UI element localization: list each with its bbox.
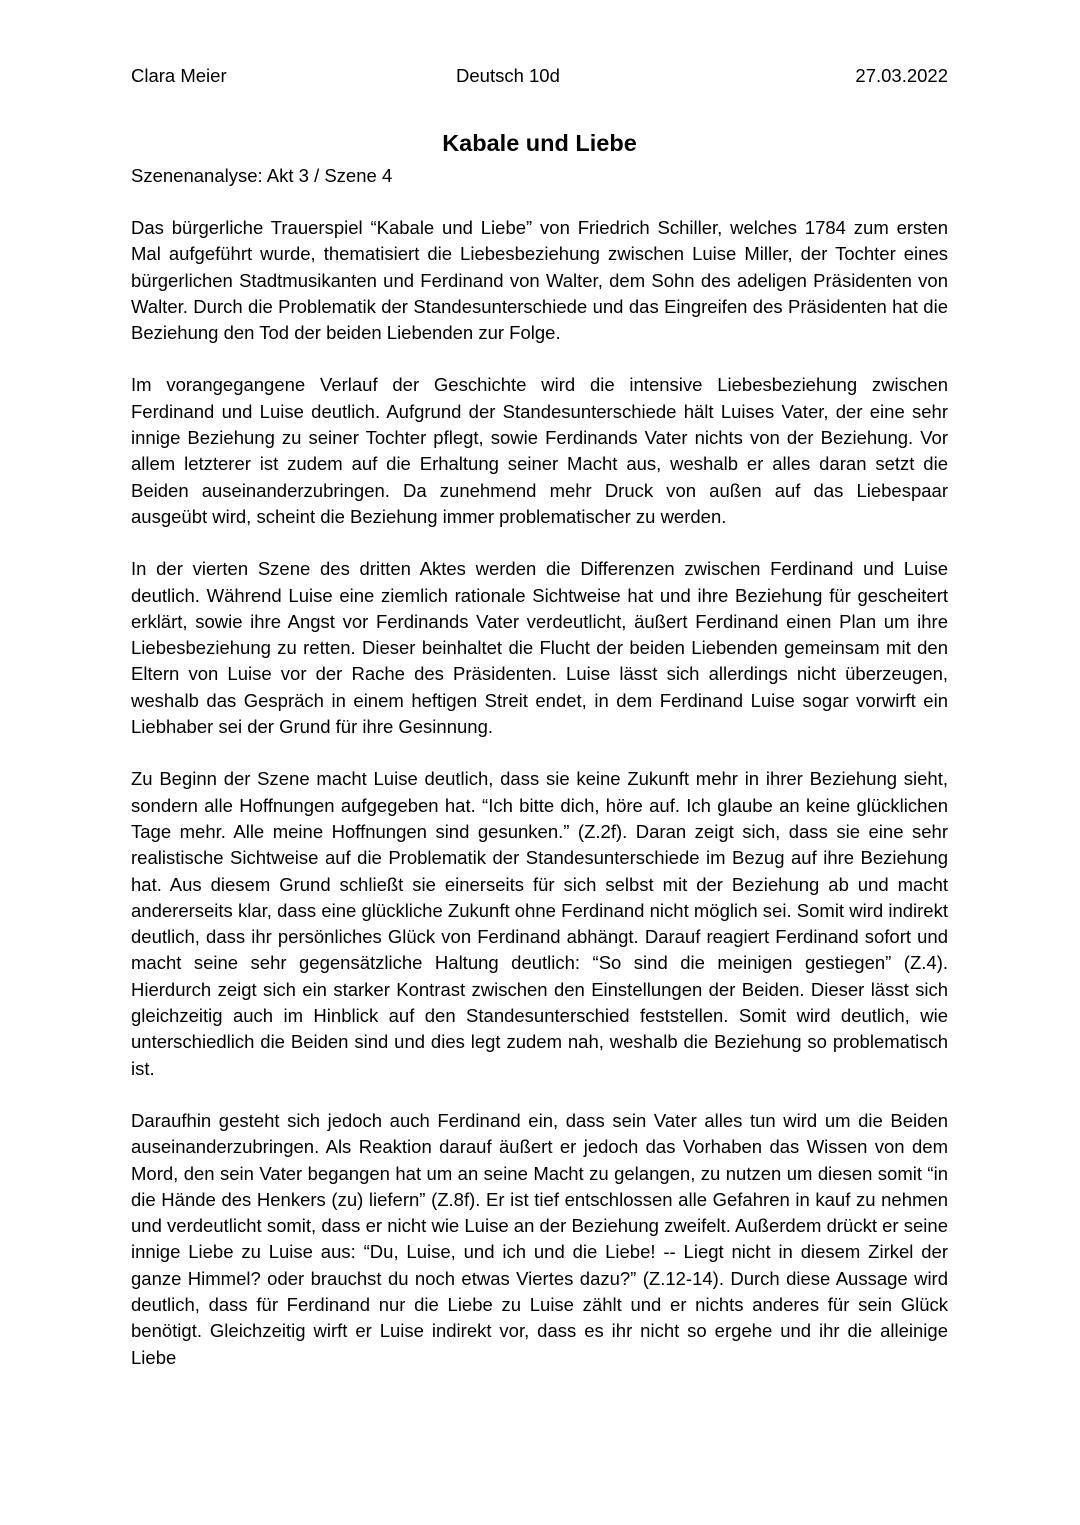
paragraph-scene-summary: In der vierten Szene des dritten Aktes werden die Differenzen zwischen Ferdinand und Luise deutlich. Während Luise eine ziemlich rationale Sichtweise hat und ihre Beziehung für gescheitert erklärt, sowie ihre Angst vor Ferdinands Vater verdeutlicht, äußert Ferdinand einen Plan um ihre Liebesbeziehung zu retten. Dieser beinhaltet die Flucht der beiden Liebenden gemeinsam mit den Eltern von Luise vor der Rache des Präsidenten. Luise lässt sich allerdings nicht überzeugen, weshalb das Gespräch in einem heftigen Streit endet, in dem Ferdinand Luise sogar vorwirft ein Liebhaber sei der Grund für ihre Gesinnung. [131,558,948,738]
course-name: Deutsch 10d [456,65,560,86]
paragraph-introduction: Das bürgerliche Trauerspiel “Kabale und Liebe” von Friedrich Schiller, welches 1784 zum ersten Mal aufgeführt wurde, thematisiert die Liebesbeziehung zwischen Luise Miller, der Tochter eines bürgerlichen Stadtmusikanten und Ferdinand von Walter, dem Sohn des adeligen Präsidenten von Walter. Durch die Problematik der Standesunterschiede und das Eingreifen des Präsidenten hat die Beziehung den Tod der beiden Liebenden zur Folge. [131,217,948,344]
document-date: 27.03.2022 [855,65,948,86]
document-subtitle: Szenenanalyse: Akt 3 / Szene 4 [131,165,393,186]
document-title: Kabale und Liebe [442,130,637,156]
paragraph-analysis-1: Zu Beginn der Szene macht Luise deutlich, dass sie keine Zukunft mehr in ihrer Beziehung sieht, sondern alle Hoffnungen aufgegeben hat. “Ich bitte dich, höre auf. Ich glaube an keine glücklichen Tage mehr. Alle meine Hoffnungen sind gesunken.” (Z.2f). Daran zeigt sich, dass sie eine sehr realistische Sichtweise auf die Problematik der Standesunterschiede im Bezug auf ihre Beziehung hat. Aus diesem Grund schließt sie einerseits für sich selbst mit der Beziehung ab und macht andererseits klar, dass eine glückliche Zukunft ohne Ferdinand nicht möglich sei. Somit wird indirekt deutlich, dass ihr persönliches Glück von Ferdinand abhängt. Darauf reagiert Ferdinand sofort und macht seine sehr gegensätzliche Haltung deutlich: “So sind die meinigen gestiegen” (Z.4). Hierdurch zeigt sich ein starker Kontrast zwischen den Einstellungen der Beiden. Dieser lässt sich gleichzeitig auch im Hinblick auf den Standesunterschied feststellen. Somit wird deutlich, wie unterschiedlich die Beiden sind und dies legt zudem nah, weshalb die Beziehung so problematisch ist. [131,768,948,1079]
page-header [131,65,948,89]
author-name: Clara Meier [131,65,227,86]
paragraph-analysis-2: Daraufhin gesteht sich jedoch auch Ferdinand ein, dass sein Vater alles tun wird um die Beiden auseinanderzubringen. Als Reaktion darauf äußert er jedoch das Vorhaben das Wissen von dem Mord, den sein Vater begangen hat um an seine Macht zu gelangen, zu nutzen um diesen somit “in die Hände des Henkers (zu) liefern” (Z.8f). Er ist tief entschlossen alle Gefahren in kauf zu nehmen und verdeutlicht somit, dass er nicht wie Luise an der Beziehung zweifelt. Außerdem drückt er seine innige Liebe zu Luise aus: “Du, Luise, und ich und die Liebe! -- Liegt nicht in diesem Zirkel der ganze Himmel? oder brauchst du noch etwas Viertes dazu?” (Z.12-14). Durch diese Aussage wird deutlich, dass für Ferdinand nur die Liebe zu Luise zählt und er nichts anderes für sein Glück benötigt. Gleichzeitig wirft er Luise indirekt vor, dass es ihr nicht so ergehe und ihr die alleinige Liebe [131,1109,948,1368]
paragraph-context: Im vorangegangene Verlauf der Geschichte wird die intensive Liebesbeziehung zwischen Ferdinand und Luise deutlich. Aufgrund der Standesunterschiede hält Luises Vater, der eine sehr innige Beziehung zu seiner Tochter pflegt, sowie Ferdinands Vater nichts von der Beziehung. Vor allem letzterer ist zudem auf die Erhaltung seiner Macht aus, weshalb er alles daran setzt die Beiden auseinanderzubringen. Da zunehmend mehr Druck von außen auf das Liebespaar ausgeübt wird, scheint die Beziehung immer problematischer zu werden. [131,374,948,527]
document-body [131,215,948,1397]
